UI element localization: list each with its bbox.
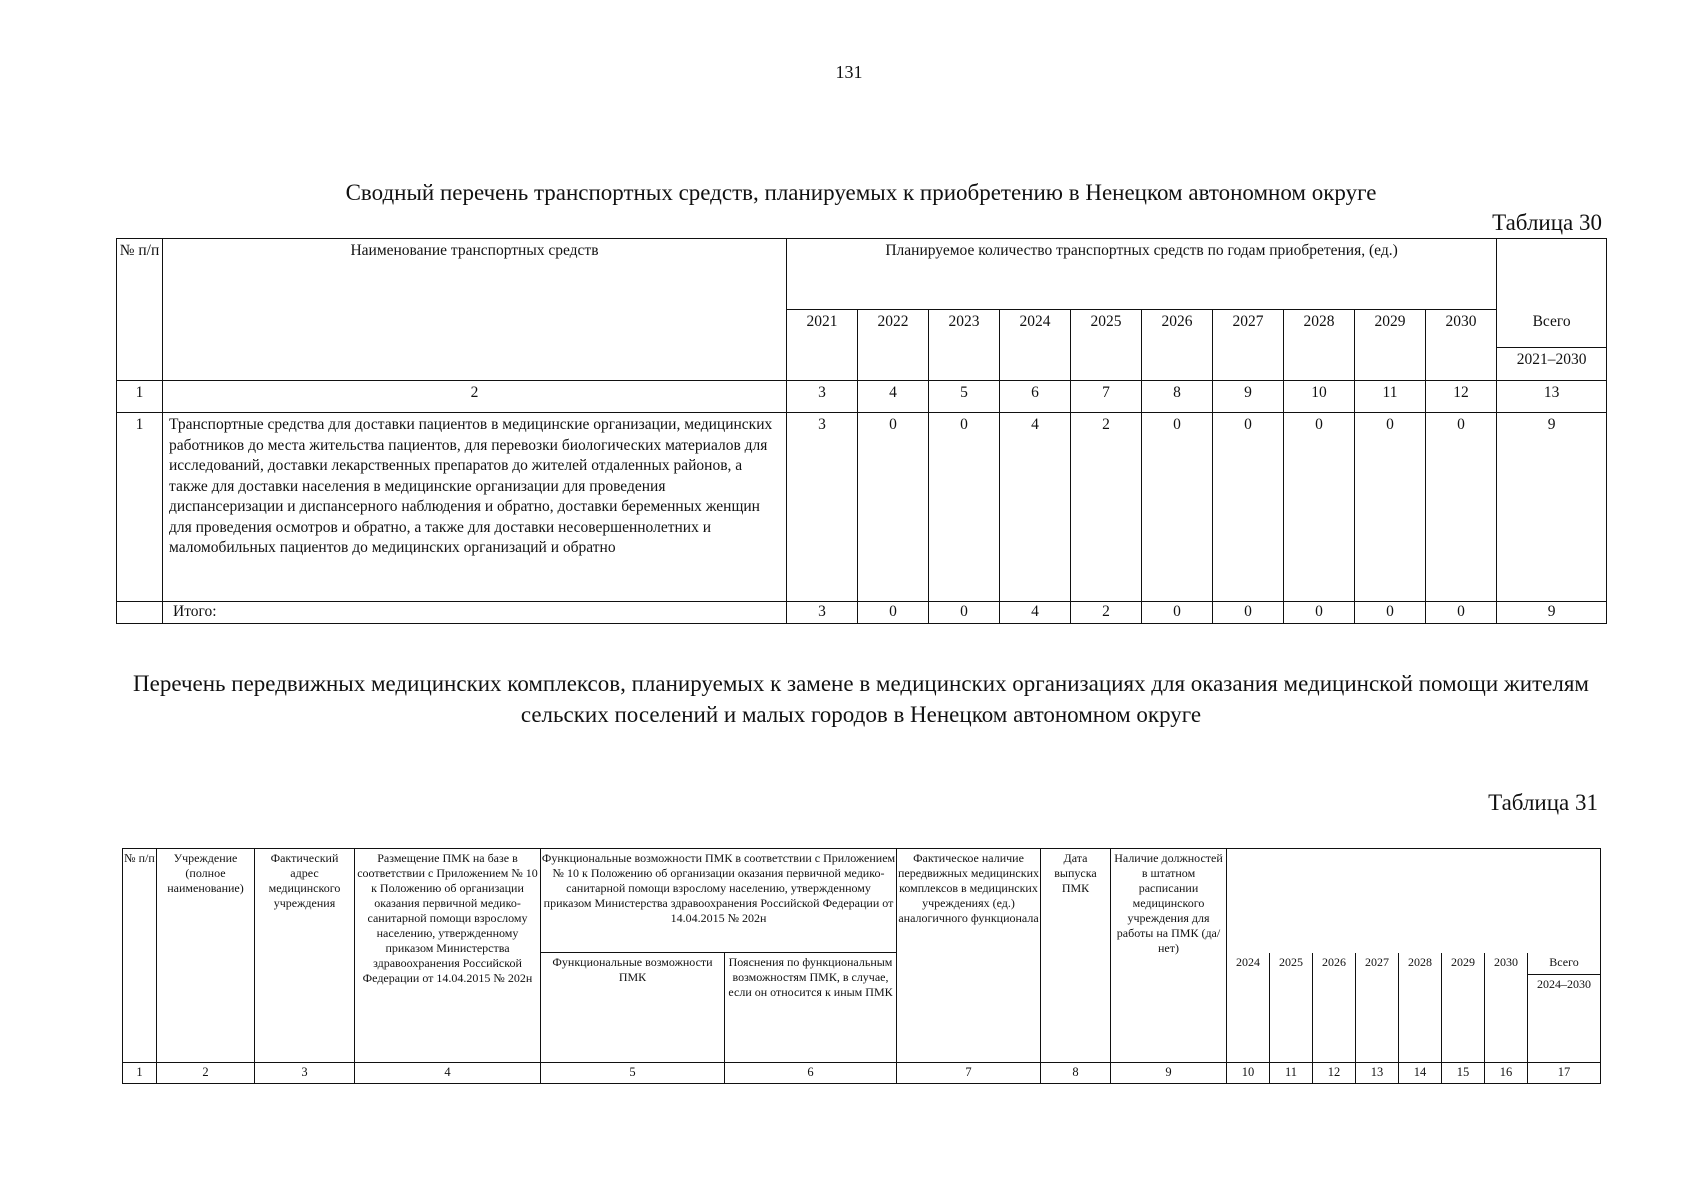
t31-colnum: 2 [157,1063,255,1084]
table31-label: Таблица 31 [1488,790,1598,815]
t30-total-value: 0 [1213,602,1284,624]
t30-row-value: 2 [1071,413,1142,602]
t30-row-value: 0 [929,413,1000,602]
t31-header-functional: Функциональные возможности ПМК в соответствии с Приложением № 10 к Положению об организации оказания первичной медико-санитарной помощи взрослому населению, утвержденному приказом Министерства здравоохранения Российской Федерации от 14.04.2015 № 202н [541,849,897,953]
table-31 [122,848,1601,1084]
t30-total-row [117,602,1607,624]
t30-colnum: 7 [1071,381,1142,413]
t30-year-2030: 2030 [1426,310,1497,381]
t31-colnum: 12 [1313,1063,1356,1084]
t30-table-row [117,413,1607,602]
t31-colnum: 6 [725,1063,897,1084]
t31-header-actual: Фактическое наличие передвижных медицинских комплексов в медицинских учреждениях (ед.) аналогичного функционала [897,849,1041,1063]
t31-header-total-range: 2024–2030 [1528,975,1601,1063]
t31-header-functional-sub1: Функциональные возможности ПМК [541,953,725,1063]
t31-year-2025: 2025 [1270,953,1313,1063]
t30-total-value: 0 [1284,602,1355,624]
t30-header-total-top [1497,239,1607,310]
t31-colnum: 8 [1041,1063,1111,1084]
t31-colnum: 14 [1399,1063,1442,1084]
t31-year-2030: 2030 [1485,953,1528,1063]
t30-colnum: 8 [1142,381,1213,413]
t30-row-num: 1 [117,413,163,602]
table31-title: Перечень передвижных медицинских комплексов, планируемых к замене в медицинских организациях для оказания медицинской помощи жителям сельских поселений и малых городов в Ненецком автономном округе [133,671,1589,727]
t31-colnum: 9 [1111,1063,1227,1084]
t31-header-institution: Учреждение (полное наименование) [157,849,255,1063]
t31-year-2024: 2024 [1227,953,1270,1063]
t31-header-staff: Наличие должностей в штатном расписании медицинского учреждения для работы на ПМК (да/нет) [1111,849,1227,1063]
t30-header-total-range: 2021–2030 [1497,348,1607,381]
t30-total-value: 0 [1142,602,1213,624]
t30-year-2021: 2021 [787,310,858,381]
t30-year-2024: 2024 [1000,310,1071,381]
t31-header-total: Всего [1528,953,1601,975]
t31-colnum: 4 [355,1063,541,1084]
t30-colnum: 5 [929,381,1000,413]
t31-colnum: 17 [1528,1063,1601,1084]
t30-row-value: 0 [1213,413,1284,602]
t30-colnum: 2 [163,381,787,413]
t30-colnum: 1 [117,381,163,413]
table30-label: Таблица 30 [1492,210,1602,235]
t30-row-value: 0 [1284,413,1355,602]
t31-year-2029: 2029 [1442,953,1485,1063]
t31-colnum: 7 [897,1063,1041,1084]
t30-colnum: 12 [1426,381,1497,413]
t31-colnum: 10 [1227,1063,1270,1084]
t30-total-label: Итого: [163,602,787,624]
t30-header-planned: Планируемое количество транспортных средств по годам приобретения, (ед.) [787,239,1497,310]
t30-row-value: 0 [1142,413,1213,602]
t30-total-value: 0 [858,602,929,624]
t30-year-2029: 2029 [1355,310,1426,381]
t30-total-empty [117,602,163,624]
t31-colnum: 15 [1442,1063,1485,1084]
t30-colnum: 13 [1497,381,1607,413]
t30-colnum: 9 [1213,381,1284,413]
t30-row-name: Транспортные средства для доставки пациентов в медицинские организации, медицинских работников до места жительства пациентов, для перевозки биологических материалов для исследований, доставки лекарственных препаратов до жителей отдаленных районов, а также для доставки населения в медицинские организации для проведения диспансеризации и диспансерного наблюдения и обратно, доставки беременных женщин для проведения осмотров и обратно, а также для доставки несовершеннолетних и маломобильных пациентов до медицинских организаций и обратно [163,413,787,602]
t31-header-address: Фактический адрес медицинского учреждения [255,849,355,1063]
t30-row-value: 0 [1355,413,1426,602]
t30-header-num: № п/п [117,239,163,381]
t30-row-value: 3 [787,413,858,602]
t31-colnum: 16 [1485,1063,1528,1084]
t31-colnum: 1 [123,1063,157,1084]
t30-colnum: 10 [1284,381,1355,413]
t30-row-value: 4 [1000,413,1071,602]
t31-header-functional-sub2: Пояснения по функциональным возможностям ПМК, в случае, если он относится к иным ПМК [725,953,897,1063]
t30-colnum: 3 [787,381,858,413]
t31-colnum: 5 [541,1063,725,1084]
t31-header-placement: Размещение ПМК на базе в соответствии с Приложением № 10 к Положению об организации оказания первичной медико-санитарной помощи взрослому населению, утвержденному приказом Министерства здравоохранения Российской Федерации от 14.04.2015 № 202н [355,849,541,1063]
page-number: 131 [835,62,863,82]
t31-year-2026: 2026 [1313,953,1356,1063]
t30-year-2025: 2025 [1071,310,1142,381]
t30-total-sum: 9 [1497,602,1607,624]
t30-colnum: 4 [858,381,929,413]
table30-title: Сводный перечень транспортных средств, планируемых к приобретению в Ненецком автономном округе [345,180,1377,205]
t30-header-name: Наименование транспортных средств [163,239,787,381]
t30-total-value: 0 [1355,602,1426,624]
t30-row-total: 9 [1497,413,1607,602]
t31-column-numbers [123,1063,1601,1084]
table-30 [116,238,1607,624]
t31-header-years-group [1227,849,1601,953]
t30-total-value: 4 [1000,602,1071,624]
t30-total-value: 2 [1071,602,1142,624]
t30-year-2022: 2022 [858,310,929,381]
t30-year-2026: 2026 [1142,310,1213,381]
t31-colnum: 13 [1356,1063,1399,1084]
t31-year-2028: 2028 [1399,953,1442,1063]
t30-year-2028: 2028 [1284,310,1355,381]
t30-row-value: 0 [1426,413,1497,602]
t31-year-2027: 2027 [1356,953,1399,1063]
t31-colnum: 3 [255,1063,355,1084]
t31-header-release-date: Дата выпуска ПМК [1041,849,1111,1063]
t30-total-value: 3 [787,602,858,624]
t30-year-2027: 2027 [1213,310,1284,381]
t31-header-num: № п/п [123,849,157,1063]
t30-header-total: Всего [1497,310,1607,348]
t30-total-value: 0 [1426,602,1497,624]
t30-row-value: 0 [858,413,929,602]
t30-colnum: 11 [1355,381,1426,413]
t30-total-value: 0 [929,602,1000,624]
t30-year-2023: 2023 [929,310,1000,381]
t31-colnum: 11 [1270,1063,1313,1084]
t30-colnum: 6 [1000,381,1071,413]
t30-column-numbers [117,381,1607,413]
